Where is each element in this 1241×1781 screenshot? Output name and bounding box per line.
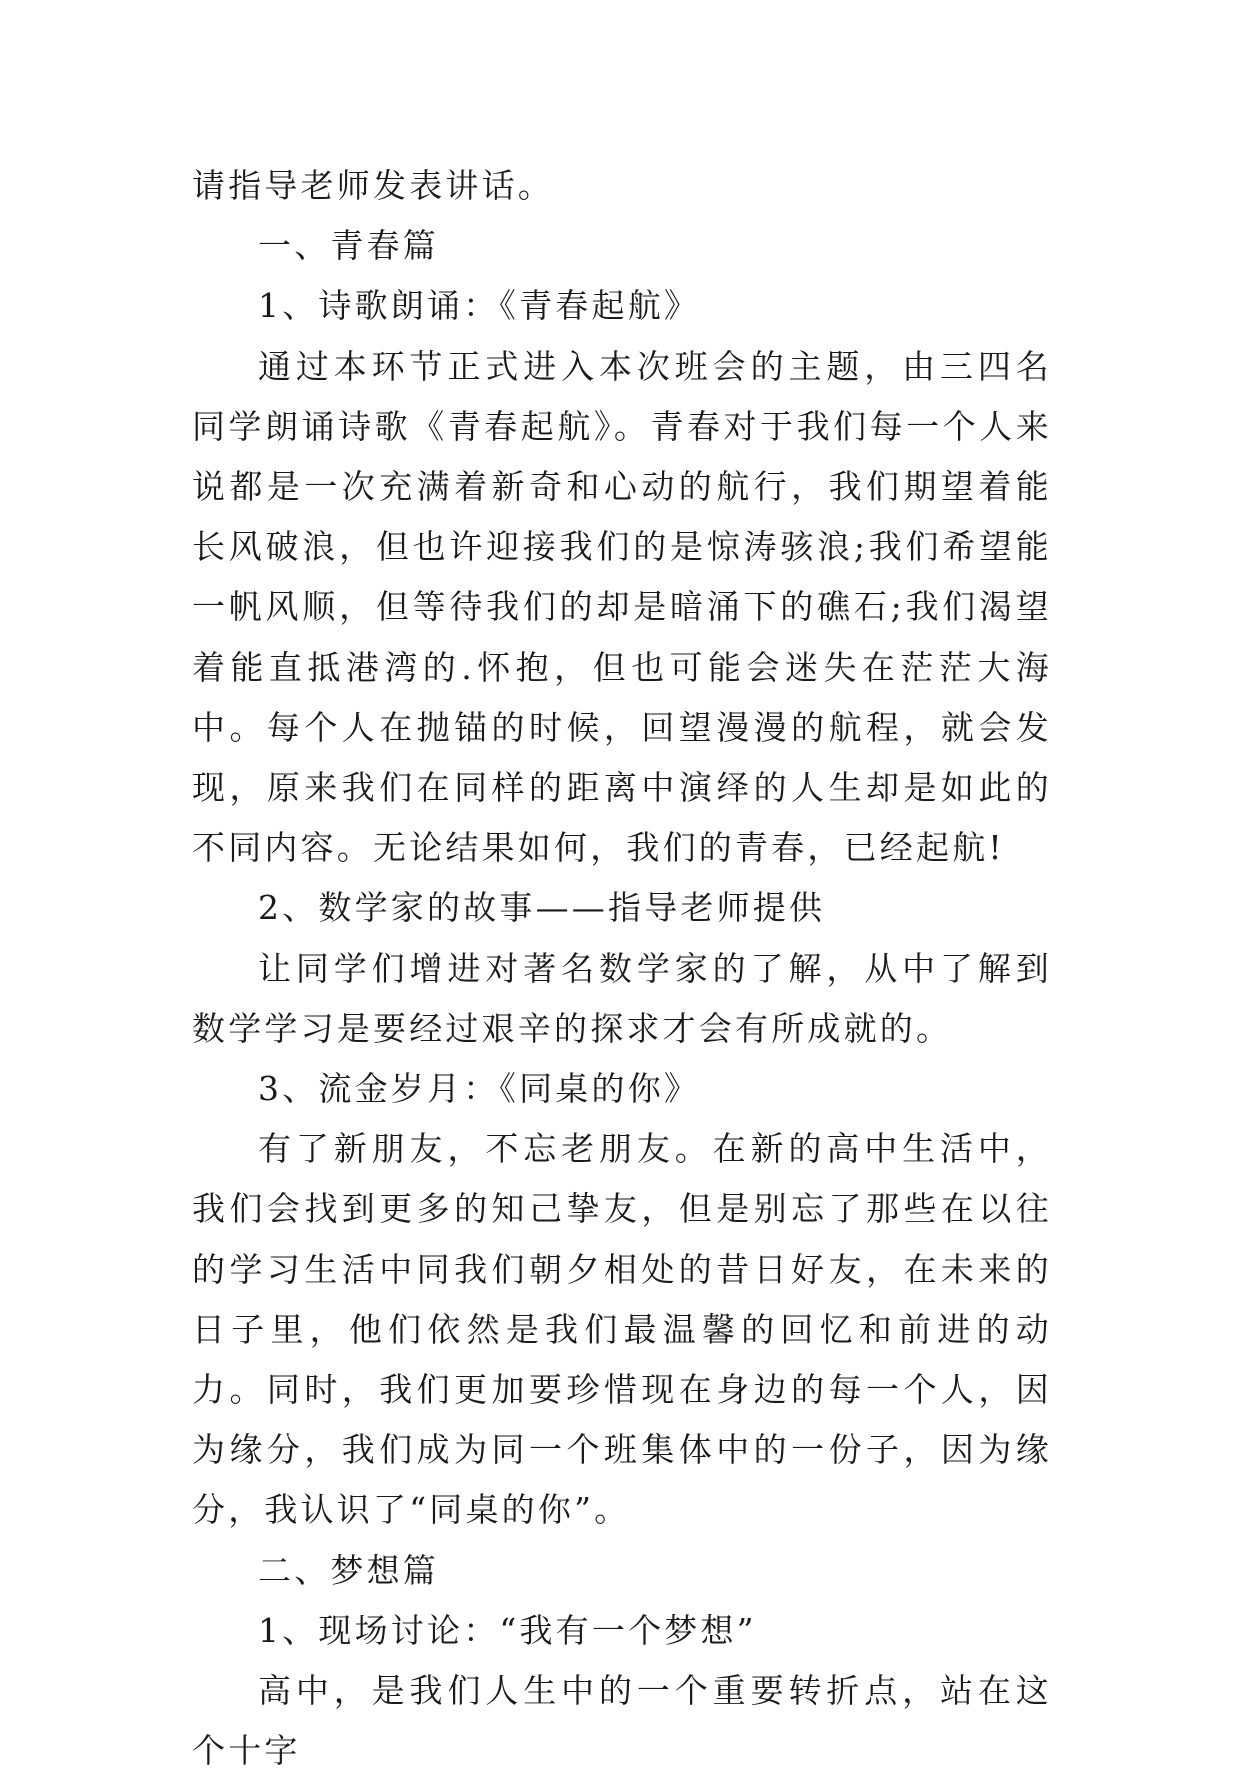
item-heading-mathematician-story: 2、数学家的故事——指导老师提供 (258, 888, 826, 928)
item-heading-discussion: 1、现场讨论：“我有一个梦想” (258, 1610, 757, 1650)
paragraph-high-school: 高中，是我们人生中的一个重要转折点，站在这个十字 (192, 1671, 1052, 1771)
section-heading-dream: 二、梦想篇 (258, 1550, 439, 1590)
document-body (192, 156, 1052, 1781)
item-heading-poem-recital: 1、诗歌朗诵：《青春起航》 (258, 286, 701, 326)
paragraph-mathematician-description: 让同学们增进对著名数学家的了解，从中了解到数学学习是要经过艰辛的探求才会有所成就的。 (192, 948, 1052, 1048)
paragraph-closing-line: 请指导老师发表讲话。 (192, 166, 554, 205)
paragraph-poem-description: 通过本环节正式进入本次班会的主题，由三四名同学朗诵诗歌《青春起航》。青春对于我们每一个人来说都是一次充满着新奇和心动的航行，我们期望着能长风破浪，但也许迎接我们的是惊涛骇浪;我们希望能一帆风顺，但等待我们的却是暗涌下的礁石;我们渴望着能直抵港湾的.怀抱，但也可能会迷失在茫茫大海中。每个人在抛锚的时候，回望漫漫的航程，就会发现，原来我们在同样的距离中演绎的人生却是如此的不同内容。无论结果如何，我们的青春，已经起航! (192, 346, 1052, 868)
paragraph-deskmate-description: 有了新朋友，不忘老朋友。在新的高中生活中，我们会找到更多的知己挚友，但是别忘了那些在以往的学习生活中同我们朝夕相处的昔日好友，在未来的日子里，他们依然是我们最温馨的回忆和前进的动力。同时，我们更加要珍惜现在身边的每一个人，因为缘分，我们成为同一个班集体中的一份子，因为缘分，我认识了“同桌的你”。 (192, 1129, 1052, 1530)
item-heading-golden-years: 3、流金岁月：《同桌的你》 (258, 1069, 701, 1109)
section-heading-youth: 一、青春篇 (258, 226, 439, 266)
